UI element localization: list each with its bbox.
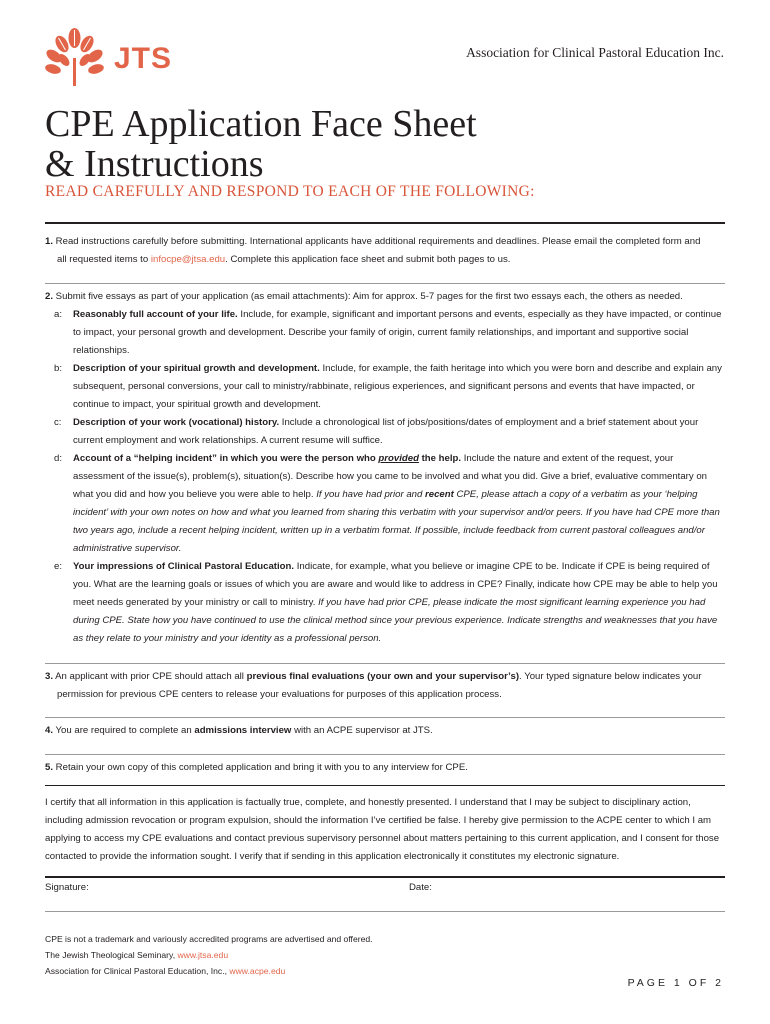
- divider: [45, 754, 725, 755]
- section-text-cont: with an ACPE supervisor at JTS.: [291, 725, 433, 736]
- section-number: 4.: [45, 725, 54, 736]
- divider: [45, 283, 725, 284]
- section-number: 5.: [45, 762, 54, 773]
- signature-field[interactable]: Signature:: [45, 882, 89, 893]
- item-heading: Account of a “helping incident” in which you were the person who: [73, 453, 379, 464]
- section-text: You are required to complete an: [53, 725, 195, 736]
- section-text: Retain your own copy of this completed application and bring it with you to any interview for CPE.: [53, 762, 468, 773]
- certification-statement: I certify that all information in this application is factually true, complete, and honestly presented. I understand that I may be subject to disciplinary action, including admission revocation or program expulsion, should the information I’ve certified be false. I hereby give permission to the ACPE center to which I am applying to access my CPE evaluations and contact previous supervisory personnel about matters pertaining to this current application, and I consent for those contacted to provide the information sought. I verify that if sending in this application electronically it constitutes my electronic signature.: [45, 797, 720, 862]
- section-text: Submit five essays as part of your application (as email attachments): Aim for approx. 5-7 pages for the first two essays each, the others as needed.: [53, 291, 683, 302]
- item-heading-emphasis: provided: [378, 453, 419, 464]
- item-heading: Description of your spiritual growth and development.: [73, 363, 320, 374]
- item-text: Include, for example, the faith heritage into which you were born and describe and explain any subsequent, personal conversions, your call to ministry/rabbinate, religious experiences, and significant persons and events that have impacted, or continue to impact, your spiritual growth and development.: [73, 363, 722, 410]
- organization-name: Association for Clinical Pastoral Education Inc.: [466, 45, 724, 60]
- text: . Complete this application face sheet and submit both pages to us.: [225, 254, 511, 265]
- text: The Jewish Theological Seminary,: [45, 950, 178, 960]
- essay-item-b: [45, 360, 725, 414]
- divider: [45, 663, 725, 664]
- section-2: [45, 288, 725, 648]
- footer-line: [45, 963, 373, 979]
- item-text: Include, for example, significant and important persons and events, especially as they have impacted, or continue to impact, your personal growth and development. Describe your family of origin, current family relationships, and important and supportive social relationships.: [73, 309, 722, 356]
- item-text: Include a chronological list of jobs/positions/dates of employment and a brief statement about your current employment and work relationships. A current resume will suffice.: [73, 417, 699, 446]
- title-line-1: CPE Application Face Sheet: [45, 103, 477, 145]
- item-note: If you have had prior CPE, please indicate the most significant learning experience you had during CPE. State how you have continued to use the clinical method since your previous experience. Indicate strengths and weaknesses that you have as they relate to your ministry and your identity as a professional person.: [73, 597, 718, 644]
- essay-item-c: [45, 414, 725, 450]
- text: Association for Clinical Pastoral Education, Inc.,: [45, 966, 230, 976]
- email-link[interactable]: infocpe@jtsa.edu: [150, 254, 226, 265]
- section-text-cont: . Your typed signature below indicates your: [519, 671, 702, 682]
- item-label: e:: [54, 561, 63, 572]
- item-label: a:: [54, 309, 63, 320]
- section-4: [45, 722, 725, 740]
- divider: [45, 911, 725, 912]
- item-note-cont: CPE, please attach a copy of a verbatim as your ‘helping incident’ with your own notes on how and what you learned from sharing this verbatim with your supervisor and/or peers. If you have had CPE more than two years ago, include a recent helping incident, written up in a verbatim format. If possible, include feedback from current pastoral colleagues and/or administrative supervisor.: [73, 489, 720, 554]
- logo-text: JTS: [114, 42, 173, 75]
- item-label: c:: [54, 417, 62, 428]
- essay-item-a: [45, 306, 725, 360]
- signature-row: [45, 882, 725, 893]
- page-number: PAGE 1 OF 2: [627, 977, 724, 989]
- item-text: Include the nature and extent of the request, your assessment of the issue(s), problem(s), situation(s). Describe how you came to be involved and what you did. Give a brief, evaluative commentary on what you did and how you believe you were able to help.: [73, 453, 708, 500]
- tree-logo-icon: [44, 24, 106, 88]
- divider: [45, 785, 725, 786]
- item-heading: Description of your work (vocational) history.: [73, 417, 280, 428]
- section-text-cont: [45, 251, 725, 269]
- section-number: 2.: [45, 291, 54, 302]
- item-note-emphasis: recent: [425, 489, 454, 500]
- item-text: Indicate, for example, what you believe or imagine CPE to be. Indicate if CPE is being required of you. What are the learning goals or issues of which you are aware and would like to address in CPE? Finally, indicate how CPE may be able to help you meet needs generated by your ministry or call to ministry.: [73, 561, 718, 608]
- title-line-2: & Instructions: [45, 143, 264, 185]
- section-text: Read instructions carefully before submitting. International applicants have additional requirements and deadlines. Please email the completed form and: [53, 236, 701, 247]
- item-label: d:: [54, 453, 63, 464]
- divider: [45, 717, 725, 718]
- footer-line: [45, 947, 373, 963]
- essay-item-e: [45, 558, 725, 648]
- footer: [45, 931, 373, 979]
- item-heading: Your impressions of Clinical Pastoral Education.: [73, 561, 295, 572]
- footer-line: CPE is not a trademark and variously accredited programs are advertised and offered.: [45, 934, 373, 944]
- divider: [45, 876, 725, 878]
- item-heading-end: the help.: [418, 453, 462, 464]
- section-emphasis: previous final evaluations (your own and your supervisor’s): [246, 671, 520, 682]
- text: all requested items to: [57, 254, 151, 265]
- section-text: An applicant with prior CPE should attach all: [53, 671, 247, 682]
- acpe-link[interactable]: www.acpe.edu: [229, 966, 286, 976]
- jts-logo: [44, 24, 174, 88]
- section-emphasis: admissions interview: [194, 725, 292, 736]
- item-heading: Reasonably full account of your life.: [73, 309, 238, 320]
- item-note: If you have had prior and: [316, 489, 426, 500]
- section-number: 1.: [45, 236, 54, 247]
- subheading: READ CAREFULLY AND RESPOND TO EACH OF THE FOLLOWING:: [45, 183, 535, 200]
- section-number: 3.: [45, 671, 54, 682]
- section-text-line2: permission for previous CPE centers to release your evaluations for purposes of this application process.: [57, 689, 502, 700]
- section-5: [45, 759, 725, 777]
- section-1: [45, 233, 725, 269]
- item-label: b:: [54, 363, 63, 374]
- date-field[interactable]: Date:: [409, 882, 432, 893]
- section-3: [45, 668, 725, 704]
- jtsa-link[interactable]: www.jtsa.edu: [177, 950, 229, 960]
- divider: [45, 222, 725, 224]
- essay-item-d: [45, 450, 725, 558]
- page-title: [45, 104, 477, 184]
